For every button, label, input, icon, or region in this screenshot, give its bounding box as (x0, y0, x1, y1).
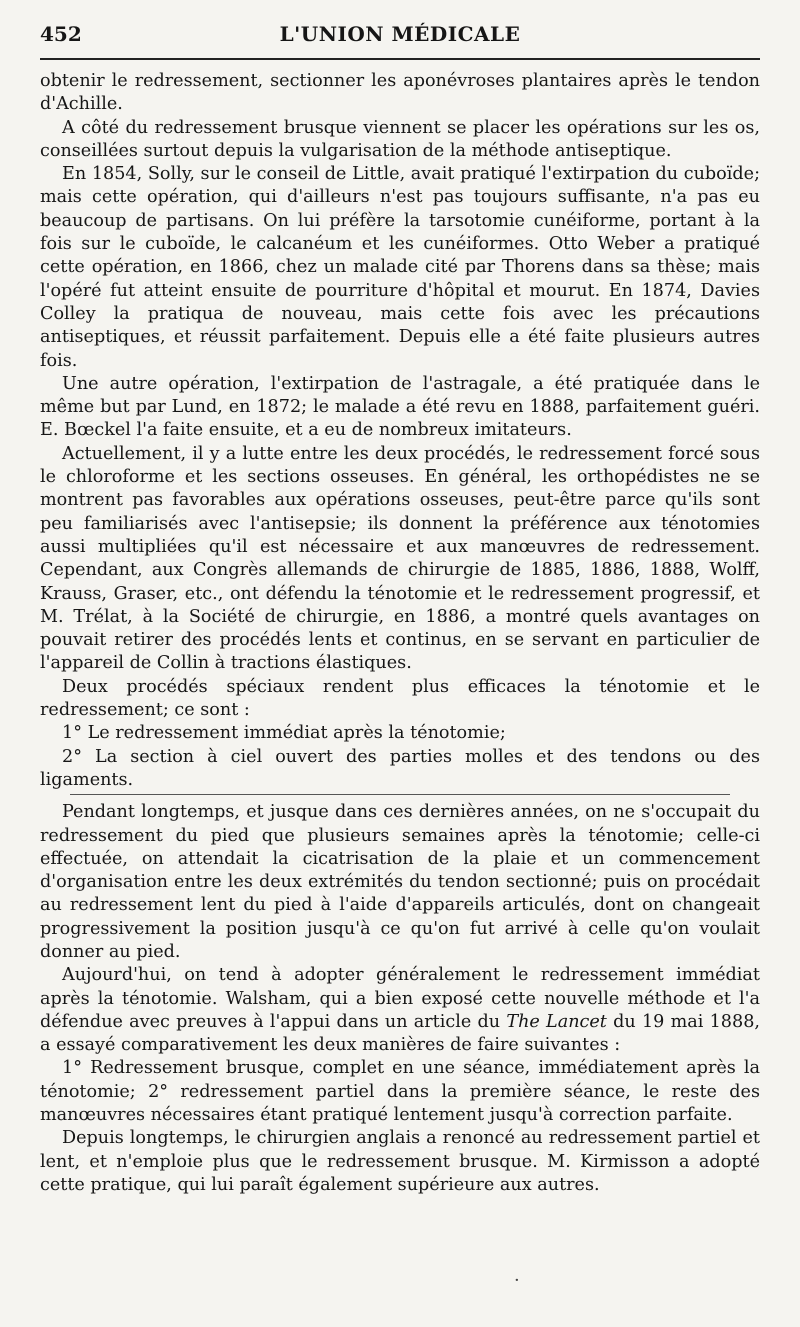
paragraph: Une autre opération, l'extirpation de l'astragale, a été pratiquée dans le même but par Lund, en 1872; le malade a été revu en 1888, parfaitement guéri. E. Bœckel l'a faite ensuite, et a eu de nombreux imitateurs. (40, 373, 760, 441)
paragraph: Deux procédés spéciaux rendent plus efficaces la ténotomie et le redressement; ce sont : (40, 676, 760, 721)
paragraph: En 1854, Solly, sur le conseil de Little, avait pratiqué l'extirpation du cuboïde; mais cette opération, qui d'ailleurs n'est pas toujours suffisante, n'a pas eu beaucoup de partisans. On lui préfère la tarsotomie cunéiforme, portant à la fois sur le cuboïde, le calcanéum et les cunéiformes. Otto Weber a pratiqué cette opération, en 1866, chez un malade cité par Thorens dans sa thèse; mais l'opéré fut atteint ensuite de pourriture d'hôpital et mourut. En 1874, Davies Colley la pratiqua de nouveau, mais cette fois avec les précautions antiseptiques, et réussit parfaitement. Depuis elle a été faite plusieurs autres fois. (40, 164, 760, 371)
ink-speck: · (514, 1270, 520, 1291)
paragraph-with-citation (40, 964, 760, 1057)
paragraph: Actuellement, il y a lutte entre les deux procédés, le redressement forcé sous le chloroforme et les sections osseuses. En général, les orthopédistes ne se montrent pas favorables aux opérations osseuses, peut-être parce qu'ils sont peu familiarisés avec l'antisepsie; ils donnent la préférence aux ténotomies aussi multipliées qu'il est nécessaire et aux manœuvres de redressement. Cependant, aux Congrès allemands de chirurgie de 1885, 1886, 1888, Wolff, Krauss, Graser, etc., ont défendu la ténotomie et le redressement progressif, et M. Trélat, à la Société de chirurgie, en 1886, a montré quels avantages on pouvait retirer des procédés lents et continus, en se servant en particulier de l'appareil de Collin à tractions élastiques. (40, 443, 760, 674)
page-header (40, 18, 760, 52)
citation-text-before: Aujourd'hui, on tend à adopter généralement le redressement immédiat après la ténotomie. Walsham, qui a bien exposé cette nouvelle méthode et l'a défendue avec preuves à l'appui dans un article du (40, 965, 760, 1032)
list-item: 1° Redressement brusque, complet en une séance, immédiatement après la ténotomie; 2° redressement partiel dans la première séance, le reste des manœuvres nécessaires étant pratiqué lentement jusqu'à correction parfaite. (40, 1058, 760, 1126)
paragraph: Depuis longtemps, le chirurgien anglais a renoncé au redressement partiel et lent, et n'emploie plus que le redressement brusque. M. Kirmisson a adopté cette pratique, qui lui paraît également supérieure aux autres. (40, 1128, 760, 1195)
body-text (40, 70, 760, 792)
journal-title: The Lancet (506, 1011, 607, 1032)
list-item: 1° Le redressement immédiat après la ténotomie; (62, 723, 506, 744)
paragraph: Pendant longtemps, et jusque dans ces dernières années, on ne s'occupait du redressement du pied que plusieurs semaines après la ténotomie; celle-ci effectuée, on attendait la cicatrisation de la plaie et un commencement d'organisation entre les deux extrémités du tendon sectionné; puis on procédait au redressement lent du pied à l'aide d'appareils articulés, dont on changeait progressivement la position jusqu'à ce qu'on fut arrivé à celle qu'on voulait donner au pied. (40, 802, 760, 962)
paragraph: obtenir le redressement, sectionner les aponévroses plantaires après le tendon d'Achille. (40, 71, 760, 115)
list-item: 2° La section à ciel ouvert des parties molles et des tendons ou des ligaments. (40, 746, 760, 790)
body-text-continued (40, 801, 760, 1197)
citation-text-after: du 19 mai 1888, a essayé comparativement les deux manières de faire suivantes : (40, 1011, 760, 1056)
paragraph: A côté du redressement brusque viennent se placer les opérations sur les os, conseillées surtout depuis la vulgarisation de la méthode antiseptique. (40, 117, 760, 161)
page-number: 452 (40, 22, 82, 46)
section-divider (70, 794, 730, 795)
header-rule (40, 58, 760, 60)
running-title: L'UNION MÉDICALE (279, 22, 521, 46)
